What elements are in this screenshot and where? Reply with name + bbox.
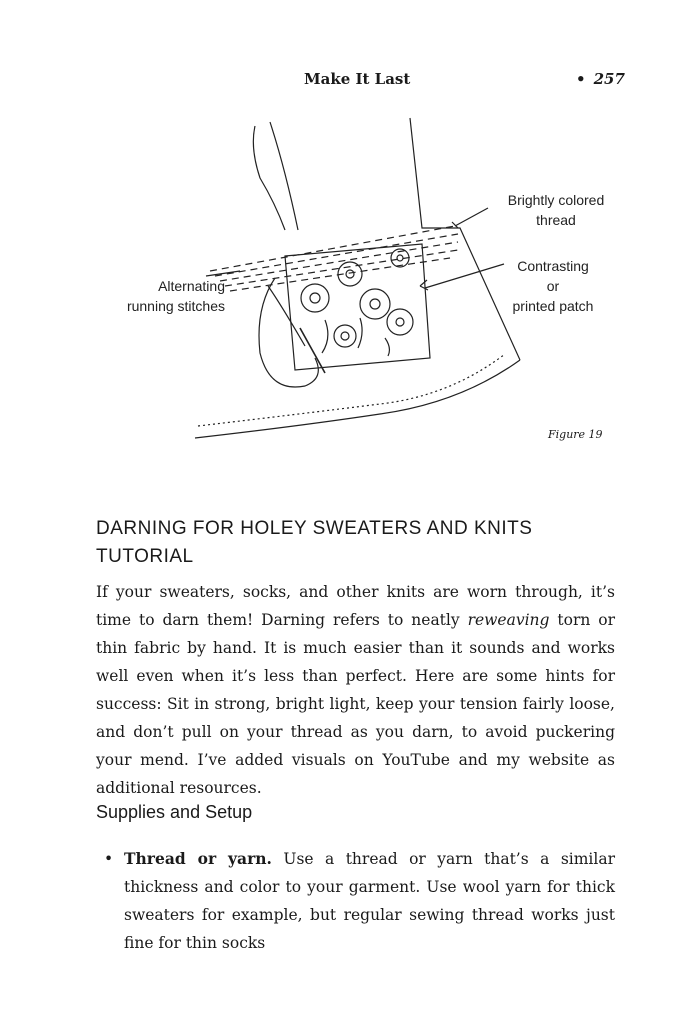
body-paragraph: If your sweaters, socks, and other knits are worn through, it’s time to darn them! Darning refers to neatly reweaving torn or thin fabric by hand. It is much easier than it sounds and works well even when it’s less than perfect. Here are some hints for success: Sit in strong, bright light, keep your tension fairly loose, and don’t pull on your thread as you darn, to avoid puckering your mend. I’ve added visuals on YouTube and my website as additional resources. <box>96 583 615 797</box>
label-patch: Contrasting or printed patch <box>512 258 594 314</box>
page-number: • 257 <box>576 70 625 88</box>
figure-caption: Figure 19 <box>548 428 603 441</box>
figure-illustration <box>100 108 620 468</box>
list-item <box>104 845 615 957</box>
bullet-marker: • <box>104 850 114 868</box>
subsection-heading: Supplies and Setup <box>96 802 253 822</box>
label-running-stitches: Alternating running stitches <box>126 278 225 314</box>
label-thread: Brightly colored thread <box>507 192 605 228</box>
running-head: Make It Last <box>304 70 411 88</box>
list-item-term: Thread or yarn. <box>124 849 272 868</box>
section-heading: DARNING FOR HOLEY SWEATERS AND KNITS TUTORIAL <box>96 518 533 567</box>
list-item-text: Use a thread or yarn that’s a similar thickness and color to your garment. Use wool yarn for thick sweaters for example, but regular sewing thread works just fine for thin socks <box>124 850 615 952</box>
